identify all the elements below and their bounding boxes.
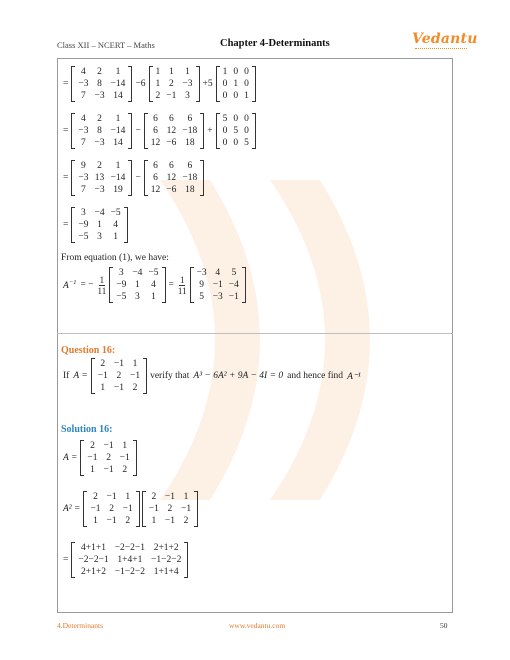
matrix-cell: 0 bbox=[233, 67, 239, 77]
matrix-cell: −4 bbox=[132, 268, 143, 278]
matrix-cell: −1 bbox=[129, 371, 141, 381]
matrix-cell: 3 bbox=[135, 292, 140, 302]
matrix bbox=[71, 160, 132, 196]
tail-text: and hence find bbox=[287, 371, 344, 381]
matrix-cell: −6 bbox=[166, 185, 177, 195]
from-equation-text: From equation (1), we have: bbox=[61, 253, 169, 263]
matrix-cell: 12 bbox=[150, 138, 161, 148]
matrix-cell: 2 bbox=[167, 504, 173, 514]
matrix-cell: 1 bbox=[93, 516, 98, 526]
matrix-cell: 2 bbox=[97, 67, 102, 77]
matrix-cell: −1 bbox=[164, 492, 175, 502]
matrix-cell: 2 bbox=[125, 516, 131, 526]
matrix-cell: 1+4+1 bbox=[117, 555, 143, 565]
matrix-cell: −1 bbox=[106, 516, 117, 526]
matrix-cell: 6 bbox=[153, 114, 158, 124]
matrix-cell: 1 bbox=[132, 359, 138, 369]
matrix-cell: −1−2−2 bbox=[114, 567, 146, 577]
operator: +5 bbox=[202, 79, 213, 89]
matrix-cell: 2 bbox=[116, 371, 122, 381]
matrix-cell: −1 bbox=[90, 504, 101, 514]
matrix-cell: −3 bbox=[94, 138, 105, 148]
solution-a2-row bbox=[61, 491, 199, 527]
matrix-cell: −5 bbox=[78, 232, 89, 242]
equation-row-2: = 4 2 1 −3 8 −14 7 −3 14 − 6 6 6 6 12 −18 12 −6 18 + 5 0 0 0 5 0 0 0 5 bbox=[61, 113, 257, 149]
matrix-cell: −3 bbox=[94, 91, 105, 101]
matrix-cell: 2 bbox=[168, 79, 174, 89]
matrix-cell: 1 bbox=[151, 292, 156, 302]
matrix-cell: 12 bbox=[150, 185, 161, 195]
matrix-cell: 0 bbox=[222, 138, 228, 148]
matrix-cell: 3 bbox=[185, 91, 190, 101]
matrix-cell: −3 bbox=[182, 79, 193, 89]
page-number: 50 bbox=[440, 621, 448, 630]
matrix-cell: 2+1+2 bbox=[153, 543, 179, 553]
question-equation: A³ − 6A² + 9A − 4I = 0 bbox=[193, 371, 284, 381]
matrix-cell: 2 bbox=[183, 516, 189, 526]
solution-heading: Solution 16: bbox=[61, 424, 113, 435]
matrix bbox=[91, 358, 147, 394]
matrix-cell: 2 bbox=[97, 161, 102, 171]
question-row bbox=[61, 358, 363, 394]
chapter-title: Chapter 4-Determinants bbox=[220, 38, 330, 49]
matrix-cell: −5 bbox=[110, 208, 121, 218]
matrix-cell: 0 bbox=[244, 67, 249, 77]
matrix-cell: 6 bbox=[168, 161, 174, 171]
matrix-cell: 1 bbox=[113, 232, 118, 242]
matrix-cell: 18 bbox=[185, 185, 195, 195]
matrix-cell: 0 bbox=[233, 91, 239, 101]
matrix bbox=[109, 267, 165, 303]
matrix-cell: −1 bbox=[113, 359, 124, 369]
equation-row-4: = 3 −4 −5 −9 1 4 −5 3 1 bbox=[61, 207, 129, 243]
logo-text: Vedantu bbox=[412, 31, 478, 47]
matrix-cell: 1 bbox=[185, 67, 190, 77]
matrix bbox=[144, 160, 204, 196]
matrix-cell: 4 bbox=[81, 114, 86, 124]
inverse-lhs: $A^{-1}$ bbox=[63, 278, 77, 292]
matrix-cell: 0 bbox=[222, 126, 228, 136]
footer-website-link[interactable]: www.vedantu.com bbox=[229, 621, 286, 630]
matrix-cell: 5 bbox=[199, 292, 204, 302]
matrix-cell: 2 bbox=[90, 441, 95, 451]
matrix-cell: −14 bbox=[110, 79, 126, 89]
matrix-cell: −1 bbox=[97, 371, 108, 381]
footer-chapter: 4.Determinants bbox=[57, 621, 104, 630]
matrix-cell: 1 bbox=[115, 161, 121, 171]
matrix-cell: 1 bbox=[90, 465, 95, 475]
matrix-cell: 2 bbox=[151, 492, 157, 502]
matrix-cell: −1 bbox=[103, 465, 114, 475]
verify-text: verify that bbox=[150, 371, 190, 381]
matrix-cell: 1 bbox=[222, 67, 228, 77]
matrix-cell: 6 bbox=[153, 161, 158, 171]
matrix-cell: 4+1+1 bbox=[81, 543, 106, 553]
matrix-cell: −1 bbox=[119, 453, 130, 463]
matrix-cell: 19 bbox=[113, 185, 123, 195]
matrix-cell: 2 bbox=[109, 504, 114, 514]
matrix-cell: 0 bbox=[244, 126, 249, 136]
matrix-cell: 6 bbox=[153, 173, 158, 183]
matrix bbox=[83, 491, 139, 527]
matrix bbox=[142, 491, 198, 527]
matrix bbox=[71, 66, 132, 102]
inverse-row: $A^{-1}$ = − $\frac{1}{11}$ 3 −4 −5 −9 1 4 −5 3 1 = $\frac{1}{11}$ −3 4 5 9 −1 −4 5 −3 −1 bbox=[61, 267, 247, 303]
matrix-cell: −18 bbox=[182, 173, 198, 183]
matrix bbox=[190, 267, 246, 303]
matrix-cell: 2+1+2 bbox=[81, 567, 106, 577]
matrix-cell: 2 bbox=[132, 383, 138, 393]
matrix bbox=[80, 440, 136, 476]
solution-expansion-row: = 4+1+1 −2−2−1 2+1+2 −2−2−1 1+4+1 −1−2−2 2+1+2 −1−2−2 1+1+4 bbox=[61, 542, 189, 578]
if-text: If bbox=[63, 371, 70, 381]
find-inverse: A⁻¹ bbox=[347, 371, 361, 382]
matrix-cell: −6 bbox=[166, 138, 177, 148]
matrix-cell: −2−2−1 bbox=[114, 543, 146, 553]
operator: −6 bbox=[135, 79, 146, 89]
divider bbox=[57, 333, 453, 334]
matrix-cell: 9 bbox=[81, 161, 86, 171]
matrix-cell: 0 bbox=[222, 91, 228, 101]
matrix-cell: 1 bbox=[122, 441, 128, 451]
matrix-cell: −1 bbox=[106, 492, 117, 502]
matrix-cell: 0 bbox=[222, 79, 228, 89]
matrix-cell: 7 bbox=[81, 185, 86, 195]
matrix-cell: 6 bbox=[153, 126, 158, 136]
matrix-cell: 2 bbox=[100, 359, 106, 369]
matrix-cell: 2 bbox=[122, 465, 128, 475]
matrix-cell: −9 bbox=[116, 280, 127, 290]
matrix-cell: 1 bbox=[151, 516, 157, 526]
matrix-cell: −9 bbox=[78, 220, 89, 230]
matrix-cell: 5 bbox=[222, 114, 228, 124]
matrix-cell: −1 bbox=[166, 91, 177, 101]
equation-row-1: = 4 2 1 −3 8 −14 7 −3 14 −6 1 1 1 1 2 −3 2 −1 3 +5 1 0 0 0 1 0 0 0 1 bbox=[61, 66, 257, 102]
matrix-cell: −4 bbox=[228, 280, 239, 290]
matrix-cell: 13 bbox=[94, 173, 105, 183]
matrix-cell: 14 bbox=[113, 138, 123, 148]
matrix-cell: −1 bbox=[122, 504, 133, 514]
matrix-cell: 3 bbox=[118, 268, 124, 278]
matrix-cell: 1 bbox=[97, 220, 102, 230]
matrix-cell: 1 bbox=[233, 79, 239, 89]
matrix-cell: −14 bbox=[110, 173, 126, 183]
logo-underline bbox=[415, 48, 467, 51]
matrix-cell: −1 bbox=[103, 441, 114, 451]
matrix-cell: 5 bbox=[233, 126, 239, 136]
operator: + bbox=[207, 126, 213, 136]
watermark-logo bbox=[120, 140, 420, 520]
matrix bbox=[216, 66, 256, 102]
matrix-cell: 1 bbox=[125, 492, 131, 502]
matrix-cell: −18 bbox=[182, 126, 198, 136]
question-heading: Question 16: bbox=[61, 345, 116, 356]
matrix-cell: −1 bbox=[164, 516, 175, 526]
matrix-cell: 1 bbox=[115, 114, 121, 124]
matrix-cell: −1−2−2 bbox=[151, 555, 182, 565]
matrix bbox=[144, 113, 204, 149]
matrix-cell: 8 bbox=[97, 79, 102, 89]
matrix bbox=[149, 66, 200, 102]
operator: − bbox=[135, 173, 141, 183]
matrix-cell: 1 bbox=[244, 91, 249, 101]
matrix-cell: −2−2−1 bbox=[78, 555, 109, 565]
matrix bbox=[71, 542, 188, 578]
matrix-cell: 18 bbox=[185, 138, 195, 148]
matrix-cell: 4 bbox=[113, 220, 118, 230]
matrix-cell: 3 bbox=[97, 232, 102, 242]
matrix-cell: −1 bbox=[180, 504, 192, 514]
matrix-cell: 0 bbox=[244, 79, 249, 89]
matrix bbox=[216, 113, 256, 149]
operator: − bbox=[135, 126, 141, 136]
equation-row-3: = 9 2 1 −3 13 −14 7 −3 19 − 6 6 6 6 12 −18 12 −6 18 bbox=[61, 160, 205, 196]
fraction: $\frac{1}{11}$ bbox=[97, 274, 107, 296]
matrix-cell: 1+1+4 bbox=[153, 567, 179, 577]
fraction: $\frac{1}{11}$ bbox=[177, 274, 187, 296]
matrix-cell: −3 bbox=[212, 292, 223, 302]
matrix-cell: 7 bbox=[81, 138, 86, 148]
matrix-cell: 6 bbox=[168, 114, 174, 124]
matrix-cell: 2 bbox=[155, 91, 161, 101]
matrix-cell: −1 bbox=[113, 383, 124, 393]
matrix-cell: 0 bbox=[233, 138, 239, 148]
matrix-cell: 8 bbox=[97, 126, 102, 136]
matrix-cell: −4 bbox=[94, 208, 105, 218]
matrix-cell: 1 bbox=[115, 67, 121, 77]
matrix-cell: 2 bbox=[106, 453, 111, 463]
a2-lhs: A² = bbox=[63, 504, 81, 514]
matrix-cell: 4 bbox=[151, 280, 156, 290]
matrix-cell: −3 bbox=[196, 268, 207, 278]
matrix-cell: 4 bbox=[215, 268, 221, 278]
matrix-cell: −3 bbox=[78, 126, 89, 136]
matrix-cell: 14 bbox=[113, 91, 123, 101]
matrix-cell: 1 bbox=[155, 67, 161, 77]
matrix-cell: −3 bbox=[78, 79, 89, 89]
matrix-cell: 4 bbox=[81, 67, 86, 77]
matrix-cell: 1 bbox=[100, 383, 106, 393]
matrix-cell: 2 bbox=[97, 114, 102, 124]
matrix-cell: 6 bbox=[187, 161, 193, 171]
matrix-cell: −3 bbox=[78, 173, 89, 183]
matrix-cell: 9 bbox=[199, 280, 204, 290]
matrix-cell: 3 bbox=[81, 208, 86, 218]
matrix-cell: 1 bbox=[135, 280, 140, 290]
matrix-cell: 12 bbox=[166, 126, 177, 136]
matrix-cell: 6 bbox=[187, 114, 193, 124]
vedantu-logo bbox=[412, 30, 478, 54]
matrix-cell: −1 bbox=[148, 504, 159, 514]
matrix-cell: −5 bbox=[148, 268, 159, 278]
matrix-cell: −1 bbox=[228, 292, 239, 302]
matrix-cell: 1 bbox=[155, 79, 161, 89]
matrix-cell: −14 bbox=[110, 126, 126, 136]
matrix-cell: 5 bbox=[231, 268, 237, 278]
matrix-cell: 5 bbox=[244, 138, 249, 148]
solution-a-row bbox=[61, 440, 138, 476]
matrix-cell: 2 bbox=[93, 492, 98, 502]
matrix-cell: 12 bbox=[166, 173, 177, 183]
matrix-cell: 1 bbox=[168, 67, 174, 77]
matrix-cell: 0 bbox=[244, 114, 249, 124]
matrix-cell: 0 bbox=[233, 114, 239, 124]
matrix bbox=[71, 207, 127, 243]
matrix-cell: 1 bbox=[183, 492, 189, 502]
header-class-label: Class XII – NCERT – Maths bbox=[57, 40, 155, 50]
matrix-cell: −3 bbox=[94, 185, 105, 195]
matrix-cell: −1 bbox=[212, 280, 223, 290]
a-lhs: A = bbox=[63, 453, 78, 463]
question-lhs: A = bbox=[73, 371, 88, 381]
matrix-cell: −5 bbox=[116, 292, 127, 302]
matrix-cell: −1 bbox=[87, 453, 98, 463]
matrix bbox=[71, 113, 132, 149]
matrix-cell: 7 bbox=[81, 91, 86, 101]
